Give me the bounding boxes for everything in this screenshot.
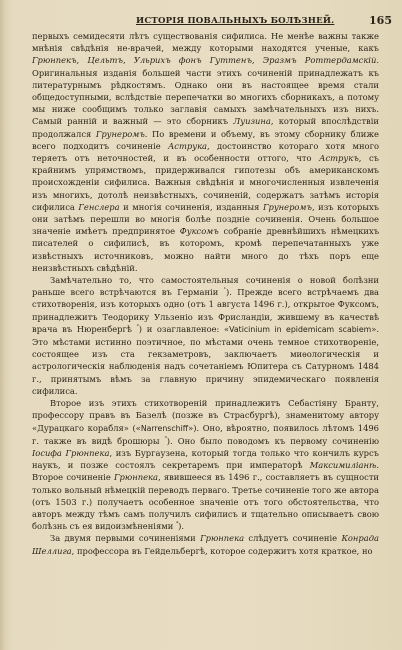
latin-title: Narrenschiff [140,423,189,433]
text-run: ). [178,521,185,532]
text-run: . Второе сочиненіе [32,460,379,483]
text-run: , изъ которыхъ они затѣмъ перешли во многія болѣе поздніе сочиненія. Очень большое значеніе имѣетъ предпринятое [32,201,379,237]
text-run: и многія сочиненія, изданныя [119,201,263,212]
text-run: Замѣчательно то, что самостоятельныя сочиненія о новой болѣзни раньше всего встрѣчаются въ Германіи [32,275,379,298]
text-run: ). Прежде всего встрѣчаемъ два стихотворенія, изъ которыхъ одно (отъ 1 августа 1496 г.), открытое Фуксомъ, принадлежитъ Теодорику Ульзеніо изъ Фрисландіи, жившему въ качествѣ врача въ Нюренбергѣ [32,287,380,334]
text-run: ». Это мѣстами истинно поэтичное, по мѣстами очень темное стихотвореніе, состоящее изъ ста гекзаметровъ, заключаетъ миѳологическія и астрологическія наблюденія надъ сочетаніемъ Юпитера съ Сатурномъ 1484 г., принятымъ вѣмъ за главную причину эпидемическаго появленія сифилиса. [32,323,379,396]
text-run: , достоинство котораго хотя много теряетъ отъ неточностей, и въ особенности оттого, что [32,140,379,164]
italic-name: Генслера [78,201,120,212]
paragraph [32,397,379,532]
italic-name: Грюнпека [200,533,245,544]
italic-name: Фуксомъ [179,226,219,237]
italic-name: Луизина [233,116,271,127]
italic-name: Іосифа Грюнпека [32,447,110,458]
page-edge [0,0,6,650]
footnote-marker: ¹ [223,287,226,294]
italic-name: Аструка [167,140,208,151]
text-run: , изъ Бургаузена, который тогда только что кончилъ курсъ наукъ, и позже состоялъ секретаремъ при императорѣ [32,447,379,471]
italic-name: Аструкъ [319,153,359,164]
text-run: Второе изъ этихъ стихотвореній принадлежитъ Себастіяну Бранту, профессору правъ въ Базелѣ (позже въ Страсбургѣ), знаменитому автору «Дурацкаго корабля» (« [32,398,379,433]
running-header [42,14,396,30]
text-run: . По времени и объему, въ этому сборнику ближе всего подходитъ сочиненіе [32,128,379,151]
text-run: ). Оно было поводомъ къ первому сочиненію [166,435,379,446]
italic-name: Максимиліанѣ [309,460,377,471]
text-run: »). Оно, вѣроятно, появилось лѣтомъ 1496 г. также въ видѣ брошюры [32,422,379,446]
text-run: , профессора въ Гейдельбергѣ, которое содержитъ хотя краткое, но [71,545,373,556]
italic-name: Грунеромъ [95,128,145,139]
latin-title: Vaticinium in epidemicam scabiem [229,324,372,334]
text-run: ) и озаглавленое: « [138,323,230,334]
italic-name: Грюнпекъ, Цельтъ, Ульрихъ фонъ Гуттенъ, Эразмъ Роттердамскій [32,55,377,66]
footnote-marker: ⁴ [175,521,179,528]
paragraph [32,274,379,397]
text-run: , съ крайнимъ упрямствомъ, придерживался гипотезы объ американскомъ происхожденіи сифилиса. Важныя свѣдѣнія и многочисленныя извлеченія изъ многихъ, дотолѣ неизвѣстныхъ, сочиненій, содержатъ затѣмъ исторія сифилиса [32,153,379,212]
italic-name: Грунеромъ [262,201,312,212]
footnote-marker: ² [136,324,139,331]
text-run: , который впослѣдствіи продолжался [32,116,379,139]
body-text [32,30,379,557]
running-title: ИСТОРІЯ ПОВАЛЬНЫХЪ БОЛѢЗНЕЙ. [136,16,335,26]
text-run: За двумя первыми сочиненіями [50,533,201,544]
text-run: слѣдуетъ сочиненіе [244,533,342,544]
text-run: . Оригинальныя изданія большей части этихъ сочиненій принадлежатъ къ литературнымъ рѣдкостямъ. Однако они въ настоящее время стали общедоступными, вслѣдствіе перепечатки во многихъ сборникахъ, а потому мы ниже сообщимъ только заглавія самыхъ замѣчательныхъ изъ нихъ. Самый ранній и важный — это сборникъ [32,55,379,127]
italic-name: Конрада Шеллига [32,533,379,556]
text-run: первыхъ семидесяти лѣтъ существованія сифилиса. Не менѣе важны также мнѣнія свѣдѣнія не-врачей, между которыми находятся ученые, какъ [32,31,379,54]
page-number: 165 [369,14,392,27]
text-run: собраніе древнѣйшихъ нѣмецкихъ писателей о сифилисѣ, въ которомъ, кромѣ перепечатанныхъ уже извѣстныхъ источниковъ, можно найти много до тѣхъ поръ еще неизвѣстныхъ свѣдѣній. [32,226,380,273]
paragraph [32,30,379,274]
text-run: , явившееся въ 1496 г., составляетъ въ сущности только вольный нѣмецкій переводъ перваго. Третье сочиненіе того же автора (отъ 1503 г.) получаетъ особенное значеніе отъ того обстоятельства, что авторъ между тѣмъ самъ получилъ сифилисъ и тщательно описываетъ свою болѣзнь съ ея видоизмѣненіями [32,472,379,532]
footnote-marker: ³ [164,435,167,442]
paragraph [32,532,379,556]
italic-name: Грюнпека [114,472,159,483]
